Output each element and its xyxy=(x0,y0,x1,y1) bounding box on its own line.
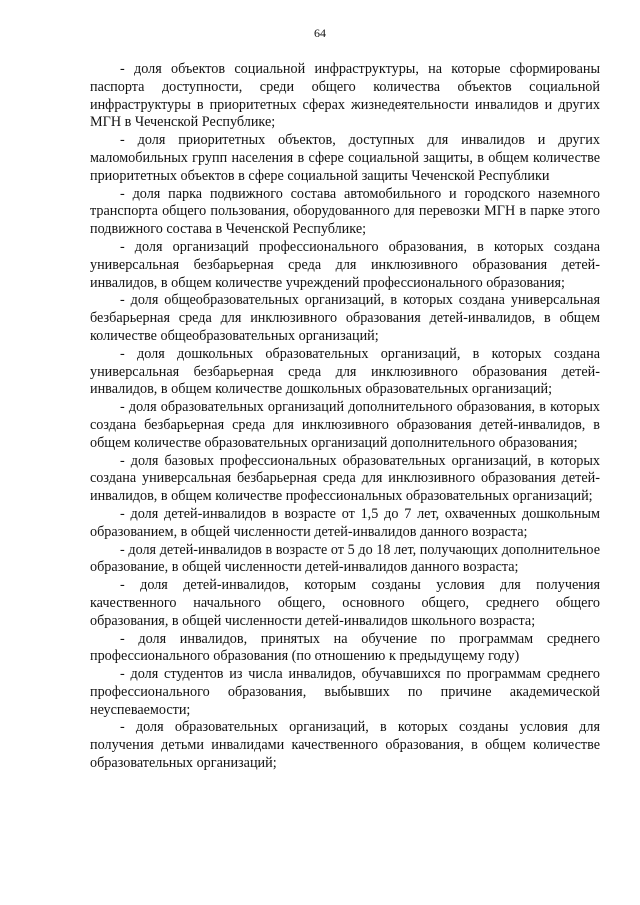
list-item: - доля организаций профессионального образования, в которых создана универсальная безбарьерная среда для инклюзивного образования детей-инвалидов, в общем количестве учреждений профессионального образования; xyxy=(90,238,600,291)
list-item: - доля образовательных организаций, в которых созданы условия для получения детьми инвалидами качественного образования, в общем количестве образовательных организаций; xyxy=(90,719,600,772)
list-item: - доля общеобразовательных организаций, в которых создана универсальная безбарьерная среда для инклюзивного образования детей-инвалидов, в общем количестве общеобразовательных организаций; xyxy=(90,292,600,344)
page-number: 64 xyxy=(314,26,326,40)
list-item: - доля детей-инвалидов в возрасте от 5 до 18 лет, получающих дополнительное образование, в общей численности детей-инвалидов данного возраста; xyxy=(90,541,600,576)
list-item: - доля детей-инвалидов, которым созданы условия для получения качественного начального общего, основного общего, среднего общего образования, в общей численности детей-инвалидов школьного возраста; xyxy=(90,577,600,629)
list-item: - доля объектов социальной инфраструктуры, на которые сформированы паспорта доступности, среди общего количества объектов социальной инфраструктуры в приоритетных сферах жизнедеятельности инвалидов и других МГН в Чеченской Республике; xyxy=(90,61,600,131)
list-item: - доля студентов из числа инвалидов, обучавшихся по программам среднего профессионального образования, выбывших по причине академической неуспеваемости; xyxy=(90,666,600,718)
list-item: - доля инвалидов, принятых на обучение по программам среднего профессионального образования (по отношению к предыдущему году) xyxy=(90,630,600,665)
list-item: - доля парка подвижного состава автомобильного и городского наземного транспорта общего пользования, оборудованного для перевозки МГН в парке этого подвижного состава в Чеченской Республике; xyxy=(90,185,600,238)
list-item: - доля дошкольных образовательных организаций, в которых создана универсальная безбарьерная среда для инклюзивного образования детей-инвалидов, в общем количестве дошкольных образовательных организаций; xyxy=(90,345,600,398)
list-item: - доля приоритетных объектов, доступных для инвалидов и других маломобильных групп населения в сфере социальной защиты, в общем количестве приоритетных объектов в сфере социальной защиты Чеченской Республики xyxy=(90,132,600,184)
list-item: - доля базовых профессиональных образовательных организаций, в которых создана универсальная безбарьерная среда для инклюзивного образования детей-инвалидов, в общем количестве профессиональных образовательных организаций; xyxy=(90,452,600,505)
list-item: - доля детей-инвалидов в возрасте от 1,5 до 7 лет, охваченных дошкольным образованием, в общей численности детей-инвалидов данного возраста; xyxy=(90,505,600,540)
list-item: - доля образовательных организаций дополнительного образования, в которых создана безбарьерная среда для инклюзивного образования детей-инвалидов, в общем количестве образовательных организаций дополнительного образования; xyxy=(90,399,600,451)
document-body xyxy=(90,61,600,773)
